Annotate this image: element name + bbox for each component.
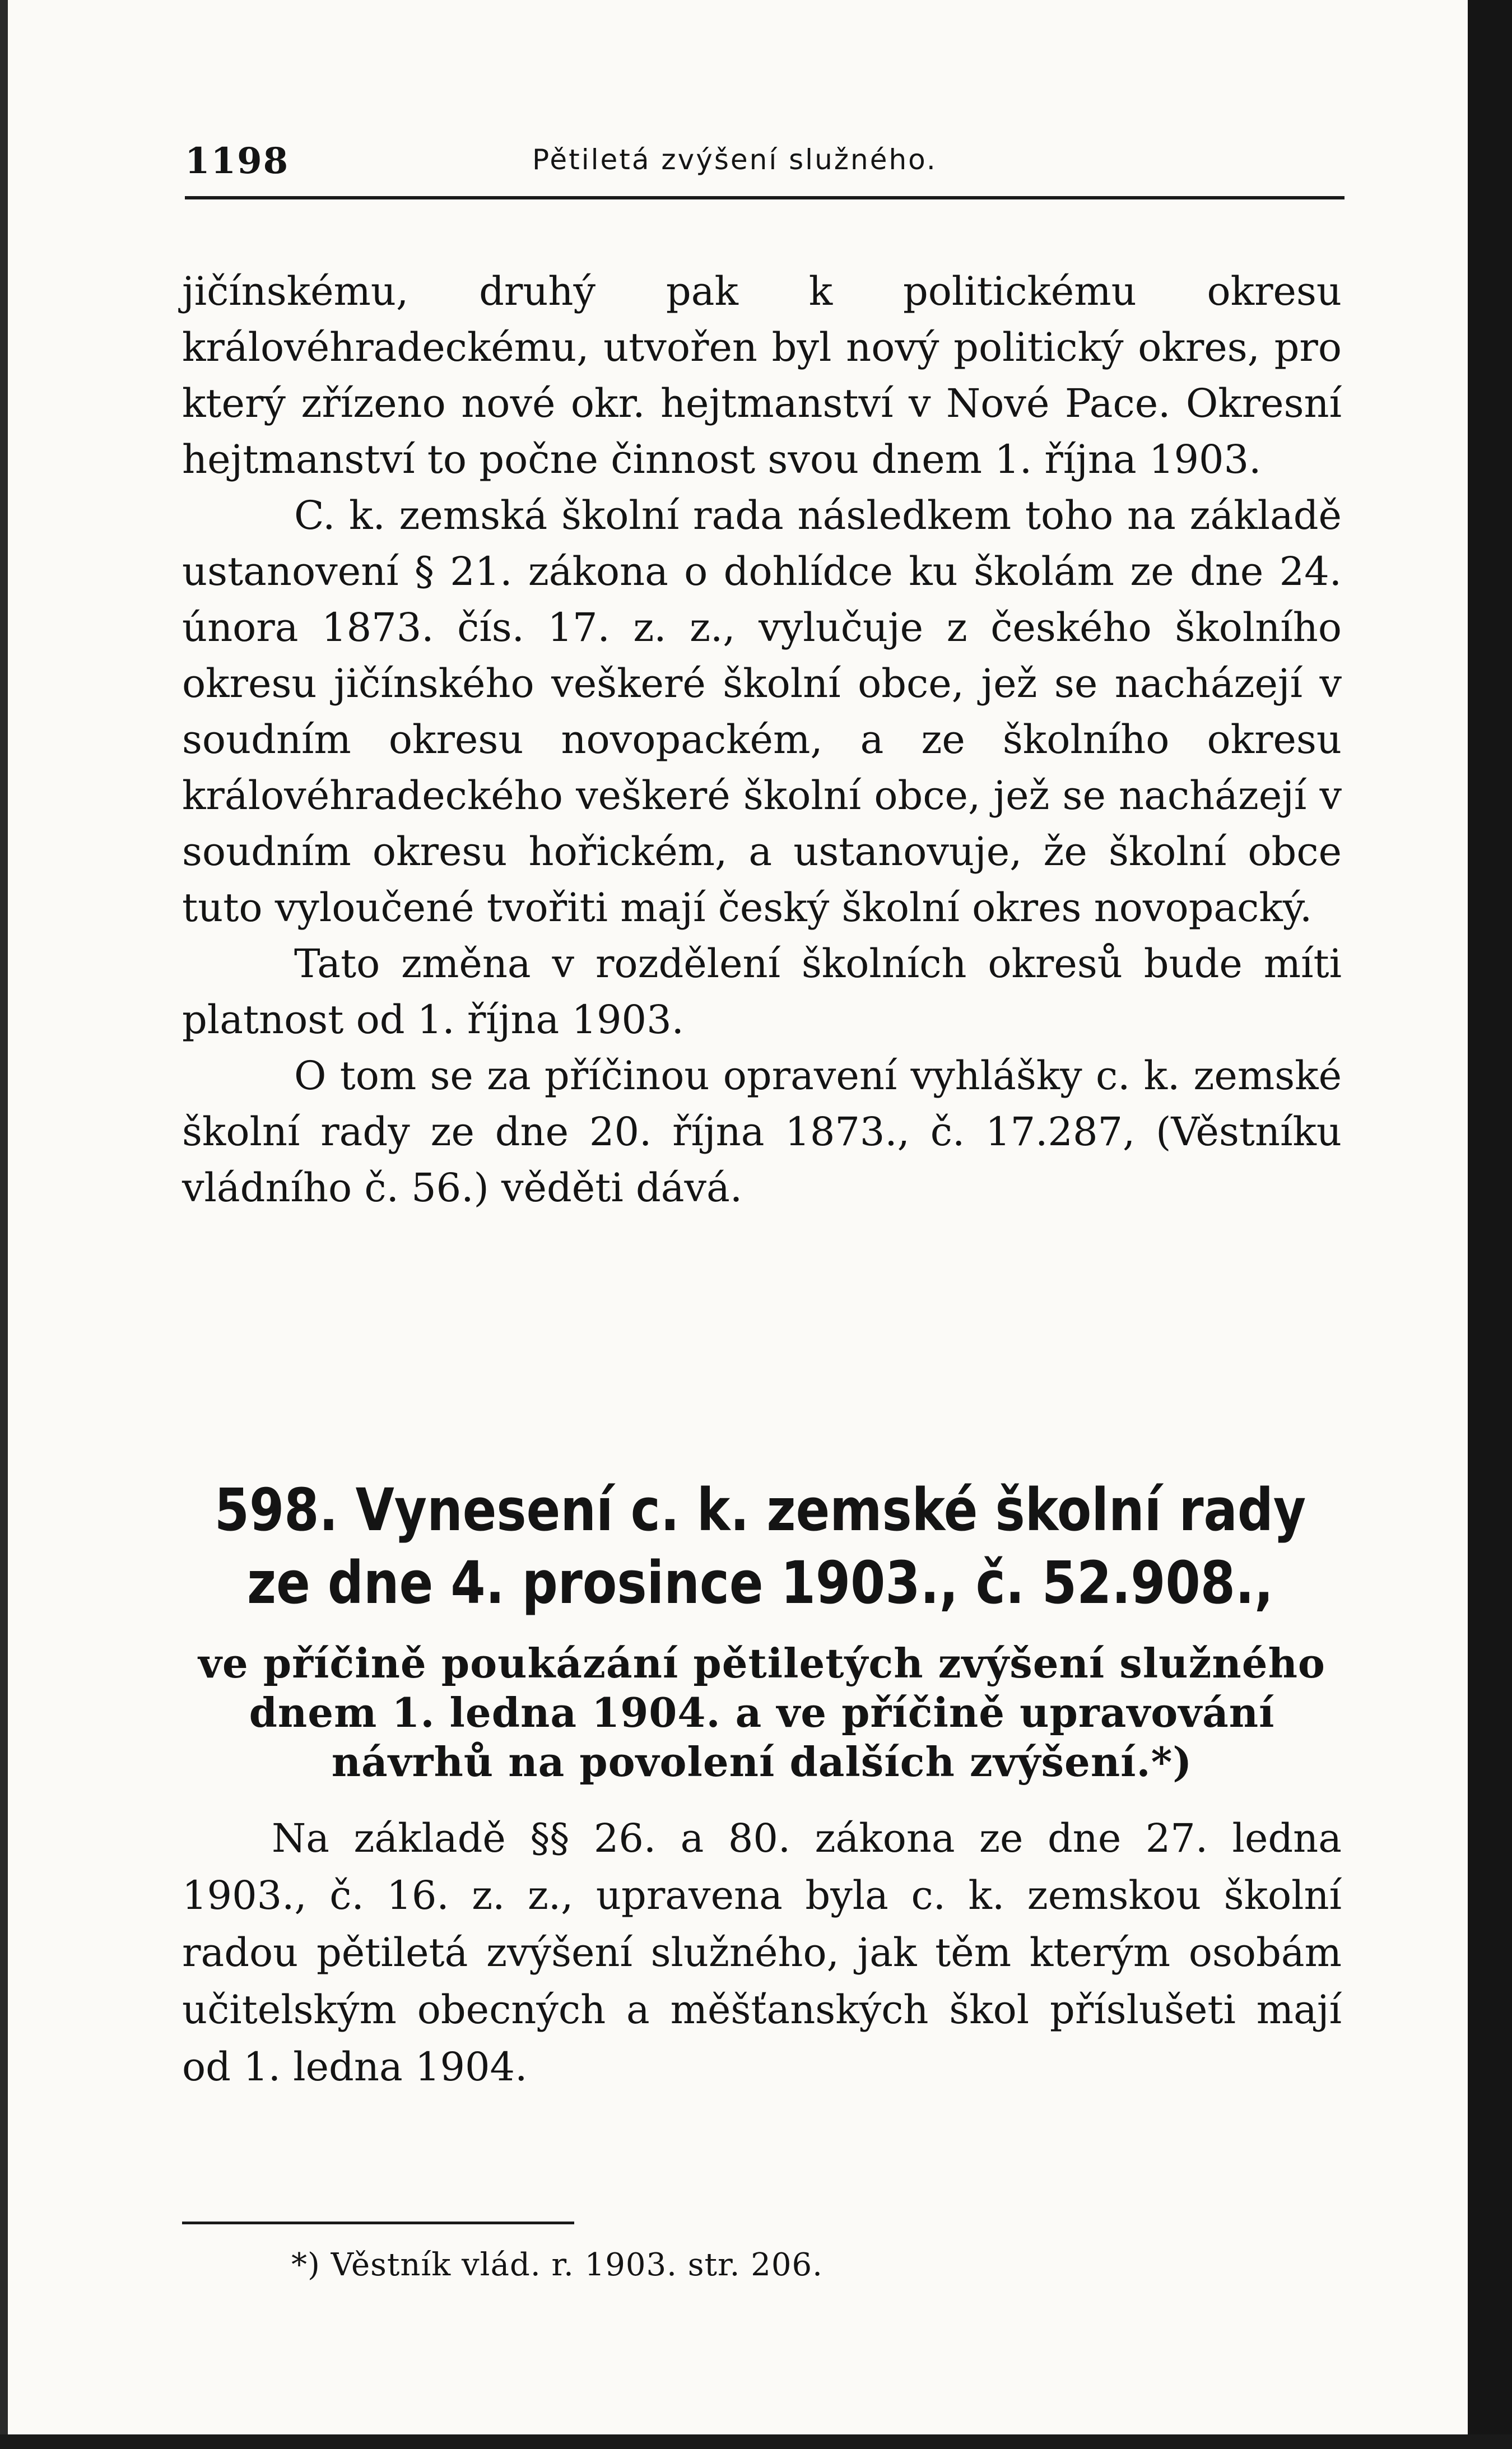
body-text [182,263,1342,1216]
decree-body-paragraph: Na základě §§ 26. a 80. zákona ze dne 27. ledna 1903., č. 16. z. z., upravena byla c. k. zemskou školní radou pětiletá zvýšení služného, jak těm kterým osobám učitelským obecných a měšťanských škol příslušeti mají od 1. ledna 1904. [182,1815,1342,2090]
running-title: Pětiletá zvýšení služného. [532,143,937,176]
footnote: *) Věstník vlád. r. 1903. str. 206. [291,2247,823,2283]
scan-right-edge [1468,0,1512,2449]
page-header [185,134,1344,190]
header-rule [185,196,1344,199]
decree-title-line-1: 598. Vynesení c. k. zemské školní rady [214,1476,1306,1544]
scan-bottom-edge [0,2434,1512,2449]
decree-title-line-2: ze dne 4. prosince 1903., č. 52.908., [247,1549,1273,1617]
paragraph-validity: Tato změna v rozdělení školních okresů bude míti platnost od 1. října 1903. [182,941,1342,1043]
scan-left-edge [0,0,8,2449]
decree-title [182,1474,1338,1619]
paragraph-continuation: jičínskému, druhý pak k politickému okresu královéhradeckému, utvořen byl nový politický okres, pro který zřízeno nové okr. hejtmanství v Nové Pace. Okresní hejtmanství to počne činnost svou dnem 1. října 1903. [182,268,1342,482]
footnote-rule [182,2222,574,2224]
page-number: 1198 [185,140,290,182]
paragraph-notice: O tom se za příčinou opravení vyhlášky c. k. zemské školní rady ze dne 20. října 1873., č. 17.287, (Věstníku vládního č. 56.) věděti dává. [182,1053,1342,1211]
decree-body [182,1810,1342,2095]
decree-subtitle: ve příčině poukázání pětiletých zvýšení služného dnem 1. ledna 1904. a ve příčině upravování návrhů na povolení dalších zvýšení.*) [198,1639,1325,1786]
paragraph-school-council: C. k. zemská školní rada následkem toho na základě ustanovení § 21. zákona o dohlídce ku školám ze dne 24. února 1873. čís. 17. z. z., vylučuje z českého školního okresu jičínského veškeré školní obce, jež se nacházejí v soudním okresu novopackém, a ze školního okresu královéhradeckého veškeré školní obce, jež se nacházejí v soudním okresu hořickém, a ustanovuje, že školní obce tuto vyloučené tvořiti mají český školní okres novopacký. [182,492,1342,931]
